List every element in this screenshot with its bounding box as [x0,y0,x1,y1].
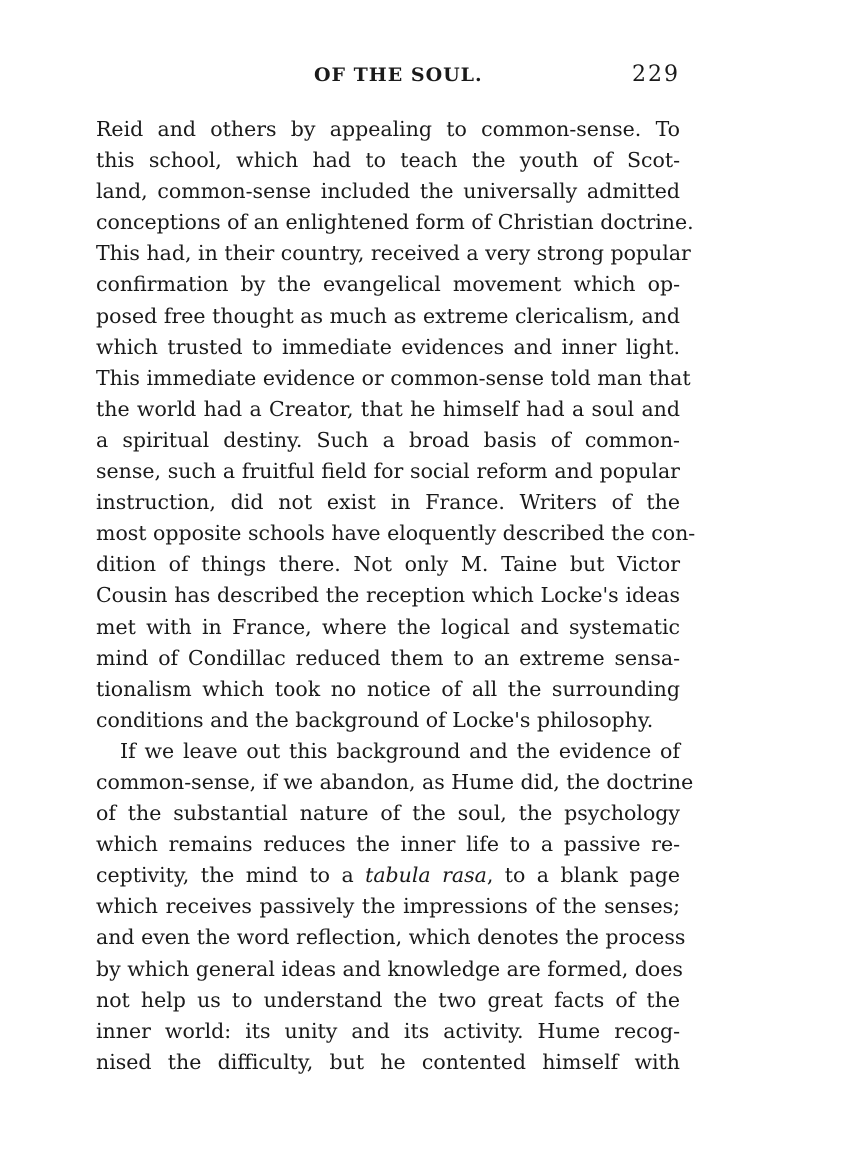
text-line: tionalism which took no notice of all the surrounding [96,676,680,701]
text-line: dition of things there. Not only M. Taine but Victor [96,552,680,577]
text-line: common-sense, if we abandon, as Hume did, the doctrine [96,769,694,794]
text-line: This immediate evidence or common-sense told man that [96,365,691,390]
text-line: a spiritual destiny. Such a broad basis of common- [96,427,680,452]
text-line: and even the word reflection, which denotes the process [96,925,686,950]
text-line: Reid and others by appealing to common-sense. To [96,117,680,141]
page-number: 229 [632,62,680,87]
text-line: This had, in their country, received a very strong popular [96,241,691,266]
running-title: OF THE SOUL. [314,64,483,86]
text-line: by which general ideas and knowledge are formed, does [96,956,683,981]
text-line: not help us to understand the two great facts of the [96,987,680,1012]
body-text [96,114,696,1078]
text-line: Cousin has described the reception which Locke's ideas [96,583,680,608]
text-line: land, common-sense included the universally admitted [96,179,680,204]
text-line: this school, which had to teach the youth of Scot- [96,148,680,173]
text-line: mind of Condillac reduced them to an extreme sensa- [96,645,680,670]
text-line: inner world: its unity and its activity. Hume recog- [96,1018,680,1043]
text-line: met with in France, where the logical and systematic [96,614,680,639]
text-line-with-italic [96,860,680,891]
italic-phrase: tabula rasa [365,863,487,888]
text-segment: ceptivity, the mind to a [96,863,366,888]
text-line: conditions and the background of Locke's philosophy. [96,707,654,732]
text-line: instruction, did not exist in France. Writers of the [96,490,680,515]
text-segment: , to a blank page [486,863,680,888]
text-line: If we leave out this background and the evidence of [120,738,680,763]
paragraph-2 [96,736,694,1078]
text-line: of the substantial nature of the soul, the psychology [96,801,680,826]
text-line: which remains reduces the inner life to a passive re- [96,832,680,857]
text-line: confirmation by the evangelical movement which op- [96,272,680,297]
text-line: sense, such a fruitful field for social reform and popular [96,459,680,484]
page-header [0,64,850,94]
text-line: conceptions of an enlightened form of Christian doctrine. [96,210,694,235]
text-line: which trusted to immediate evidences and inner light. [96,334,680,359]
text-line: which receives passively the impressions of the senses; [96,894,680,919]
paragraph-1 [96,114,696,736]
text-line: posed free thought as much as extreme clericalism, and [96,303,680,328]
text-line: the world had a Creator, that he himself had a soul and [96,396,680,421]
text-line: most opposite schools have eloquently described the con- [96,521,696,546]
text-line: nised the difficulty, but he contented himself with [96,1049,680,1074]
